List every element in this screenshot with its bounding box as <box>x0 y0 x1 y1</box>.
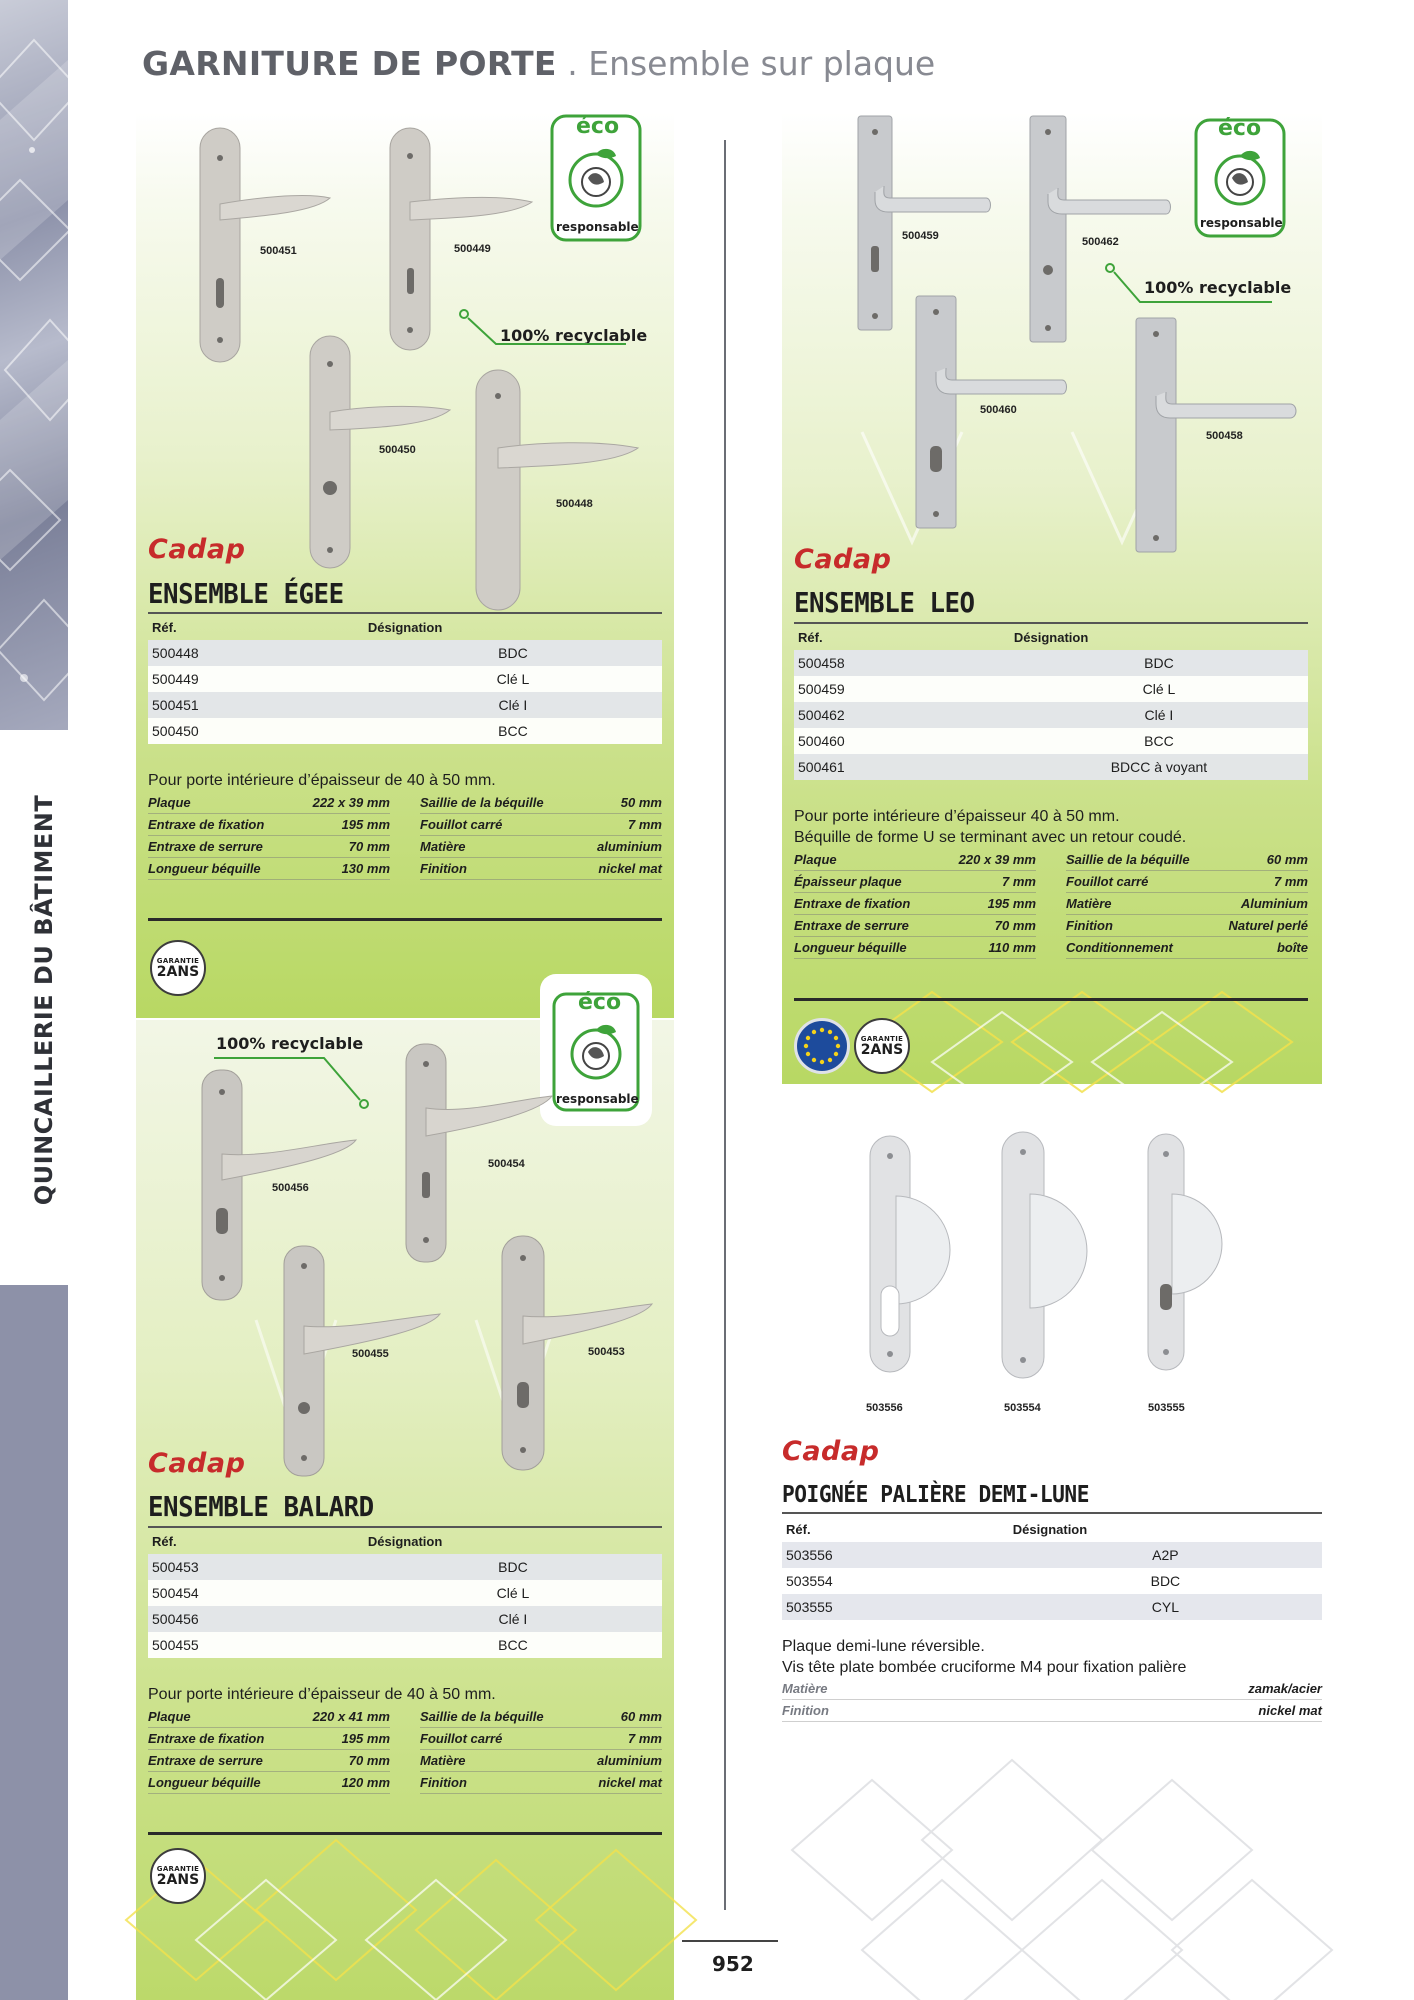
table-row <box>148 1554 662 1580</box>
table-row <box>794 754 1308 780</box>
table-cell-ref: 500453 <box>148 1554 364 1580</box>
egee-code-label: 500449 <box>454 243 491 255</box>
table-row <box>148 692 662 718</box>
table-cell-ref: 500454 <box>148 1580 364 1606</box>
eu-stars-icon <box>797 1021 847 1071</box>
table-header-designation: Désignation <box>367 1533 443 1549</box>
balard-code-label: 500454 <box>488 1158 525 1170</box>
balard-specs <box>148 1706 662 1794</box>
table-cell-ref: 500461 <box>794 754 1010 780</box>
spec-row <box>148 1728 390 1750</box>
egee-bottom-rule <box>148 918 662 921</box>
garantie-2ans-badge <box>854 1018 910 1074</box>
table-row <box>148 640 662 666</box>
leo-description-1: Pour porte intérieure d’épaisseur 40 à 50 mm. <box>794 808 1120 825</box>
spec-row <box>782 1700 1322 1722</box>
spec-value: 130 mm <box>341 861 390 876</box>
demilune-code-label: 503554 <box>1004 1402 1041 1414</box>
egee-brand-logo: Cadap <box>148 534 246 565</box>
spec-label: Fouillot carré <box>420 817 503 832</box>
table-cell-ref: 500448 <box>148 640 364 666</box>
sidebar-section-label: QUINCAILLERIE DU BÂTIMENT <box>30 794 58 1206</box>
spec-label: Entraxe de serrure <box>794 918 909 933</box>
egee-code-label: 500450 <box>379 444 416 456</box>
balard-reference-table <box>148 1528 662 1658</box>
spec-value: 195 mm <box>341 817 390 832</box>
garantie-2ans-badge <box>150 1848 206 1904</box>
leo-description-2: Béquille de forme U se terminant avec un retour coudé. <box>794 829 1187 846</box>
spec-label: Plaque <box>148 1709 191 1724</box>
egee-description: Pour porte intérieure d’épaisseur de 40 à 50 mm. <box>148 772 496 789</box>
egee-panel <box>136 112 674 1018</box>
eco-badge-bottom-text: responsable <box>556 220 639 234</box>
spec-label: Saillie de la béquille <box>420 795 544 810</box>
spec-row <box>1066 915 1308 937</box>
table-header-designation: Désignation <box>1013 629 1089 645</box>
page-number: 952 <box>712 1952 754 1976</box>
spec-value: 50 mm <box>620 795 662 810</box>
table-row <box>794 676 1308 702</box>
balard-handle-500455-image <box>280 1246 450 1486</box>
leo-reference-table <box>794 624 1308 780</box>
spec-value: 220 x 41 mm <box>312 1709 390 1724</box>
garantie-label: GARANTIE <box>156 1865 200 1873</box>
table-cell-designation: Clé L <box>364 666 662 692</box>
egee-reference-table <box>148 614 662 744</box>
table-cell-designation: BDCC à voyant <box>1010 754 1308 780</box>
recyclable-label: 100% recyclable <box>500 326 648 345</box>
spec-label: Conditionnement <box>1066 940 1173 955</box>
table-row <box>782 1568 1322 1594</box>
spec-row <box>420 1706 662 1728</box>
leo-code-label: 500458 <box>1206 430 1243 442</box>
leo-specs-left <box>794 849 1036 959</box>
table-cell-ref: 500449 <box>148 666 364 692</box>
spec-label: Matière <box>782 1681 828 1696</box>
table-row <box>148 1632 662 1658</box>
table-header-designation: Désignation <box>367 619 443 635</box>
spec-label: Matière <box>420 1753 466 1768</box>
table-cell-designation: BCC <box>364 718 662 744</box>
table-header-ref: Réf. <box>798 629 823 645</box>
spec-value: 110 mm <box>988 940 1036 955</box>
spec-value: 60 mm <box>620 1709 662 1724</box>
spec-row <box>148 814 390 836</box>
table-cell-designation: BDC <box>1009 1568 1322 1594</box>
table-row <box>148 666 662 692</box>
table-cell-ref: 500458 <box>794 650 1010 676</box>
eco-badge-top-text: éco <box>578 990 622 1015</box>
spec-row <box>794 937 1036 959</box>
egee-specs-left <box>148 792 390 880</box>
leo-code-label: 500462 <box>1082 236 1119 248</box>
balard-description: Pour porte intérieure d’épaisseur de 40 à 50 mm. <box>148 1686 496 1703</box>
recyclable-pointer-line <box>458 308 628 348</box>
table-row <box>148 1580 662 1606</box>
balard-code-label: 500455 <box>352 1348 389 1360</box>
demilune-handle-503554-image <box>998 1132 1088 1382</box>
spec-row <box>794 915 1036 937</box>
table-cell-designation: BCC <box>364 1632 662 1658</box>
spec-row <box>148 858 390 880</box>
spec-label: Entraxe de serrure <box>148 839 263 854</box>
spec-row <box>1066 937 1308 959</box>
garantie-label: GARANTIE <box>860 1035 904 1043</box>
table-cell-designation: CYL <box>1009 1594 1322 1620</box>
spec-value: Naturel perlé <box>1228 918 1308 933</box>
spec-label: Entraxe de fixation <box>148 1731 265 1746</box>
spec-label: Saillie de la béquille <box>420 1709 544 1724</box>
spec-row <box>420 814 662 836</box>
spec-value: nickel mat <box>598 1775 662 1790</box>
demilune-specs <box>782 1678 1322 1722</box>
table-cell-designation: Clé L <box>364 1580 662 1606</box>
table-header-ref: Réf. <box>152 1533 177 1549</box>
table-row <box>794 650 1308 676</box>
spec-value: 7 mm <box>628 817 662 832</box>
spec-row <box>148 836 390 858</box>
demilune-description-1: Plaque demi-lune réversible. <box>782 1638 985 1655</box>
spec-label: Longueur béquille <box>148 861 261 876</box>
spec-value: zamak/acier <box>1248 1681 1322 1696</box>
recyclable-label: 100% recyclable <box>1144 278 1292 297</box>
table-cell-designation: BDC <box>1010 650 1308 676</box>
spec-value: 120 mm <box>341 1775 390 1790</box>
recyclable-label: 100% recyclable <box>216 1034 364 1053</box>
table-cell-ref: 500459 <box>794 676 1010 702</box>
spec-label: Fouillot carré <box>420 1731 503 1746</box>
spec-row <box>148 1706 390 1728</box>
egee-code-label: 500448 <box>556 498 593 510</box>
table-row <box>148 1606 662 1632</box>
spec-row <box>782 1678 1322 1700</box>
table-cell-designation: Clé I <box>364 1606 662 1632</box>
spec-row <box>148 792 390 814</box>
spec-row <box>794 893 1036 915</box>
spec-value: 195 mm <box>341 1731 390 1746</box>
sidebar-decor-top <box>0 0 68 730</box>
table-row <box>794 702 1308 728</box>
spec-row <box>148 1750 390 1772</box>
spec-label: Finition <box>1066 918 1113 933</box>
spec-label: Plaque <box>794 852 837 867</box>
eu-stars-badge <box>794 1018 850 1074</box>
sidebar <box>0 0 68 2000</box>
spec-value: nickel mat <box>598 861 662 876</box>
leo-bottom-rule <box>794 998 1308 1001</box>
demilune-product-title: POIGNÉE PALIÈRE DEMI-LUNE <box>782 1482 1089 1508</box>
page-title <box>142 44 935 83</box>
balard-brand-logo: Cadap <box>148 1448 246 1479</box>
demilune-handle-503556-image <box>866 1136 956 1376</box>
recyclable-pointer-line <box>1104 262 1274 306</box>
leo-code-label: 500459 <box>902 230 939 242</box>
table-header-designation: Désignation <box>1012 1521 1088 1537</box>
spec-label: Finition <box>420 861 467 876</box>
spec-row <box>1066 849 1308 871</box>
demilune-pattern-decor <box>782 1720 1322 2000</box>
spec-value: 222 x 39 mm <box>312 795 390 810</box>
garantie-years: 2ANS <box>156 964 200 980</box>
balard-specs-left <box>148 1706 390 1794</box>
table-cell-ref: 500450 <box>148 718 364 744</box>
table-header-ref: Réf. <box>152 619 177 635</box>
spec-value: aluminium <box>596 1753 662 1768</box>
page-title-separator: . <box>556 44 589 83</box>
table-cell-ref: 500455 <box>148 1632 364 1658</box>
spec-label: Longueur béquille <box>148 1775 261 1790</box>
spec-row <box>420 836 662 858</box>
spec-value: boîte <box>1276 940 1308 955</box>
spec-value: 7 mm <box>1002 874 1036 889</box>
table-row <box>782 1594 1322 1620</box>
table-header-ref: Réf. <box>786 1521 811 1537</box>
demilune-handle-503555-image <box>1144 1134 1234 1374</box>
egee-handle-500448-image <box>472 370 642 610</box>
table-cell-designation: A2P <box>1009 1542 1322 1568</box>
column-divider <box>724 140 726 1910</box>
table-cell-ref: 500451 <box>148 692 364 718</box>
table-cell-designation: Clé I <box>1010 702 1308 728</box>
spec-value: 60 mm <box>1266 852 1308 867</box>
spec-row <box>420 1750 662 1772</box>
leo-specs-right <box>1066 849 1308 959</box>
balard-product-title: ENSEMBLE BALARD <box>148 1490 374 1523</box>
table-row <box>794 728 1308 754</box>
balard-code-label: 500453 <box>588 1346 625 1358</box>
spec-label: Saillie de la béquille <box>1066 852 1190 867</box>
table-cell-ref: 500462 <box>794 702 1010 728</box>
demilune-reference-table <box>782 1516 1322 1620</box>
table-cell-ref: 503556 <box>782 1542 1009 1568</box>
spec-label: Matière <box>1066 896 1112 911</box>
egee-specs-right <box>420 792 662 880</box>
spec-label: Finition <box>420 1775 467 1790</box>
eco-badge-bottom-text: responsable <box>556 1092 639 1106</box>
leo-brand-logo: Cadap <box>794 544 892 575</box>
egee-code-label: 500451 <box>260 245 297 257</box>
spec-row <box>420 1772 662 1794</box>
table-cell-ref: 500460 <box>794 728 1010 754</box>
table-cell-ref: 500456 <box>148 1606 364 1632</box>
egee-specs <box>148 792 662 880</box>
leo-code-label: 500460 <box>980 404 1017 416</box>
demilune-code-label: 503555 <box>1148 1402 1185 1414</box>
spec-value: 70 mm <box>348 1753 390 1768</box>
spec-label: Entraxe de serrure <box>148 1753 263 1768</box>
spec-row <box>794 871 1036 893</box>
table-cell-designation: Clé I <box>364 692 662 718</box>
spec-row <box>420 1728 662 1750</box>
table-cell-ref: 503555 <box>782 1594 1009 1620</box>
spec-label: Plaque <box>148 795 191 810</box>
spec-value: 70 mm <box>348 839 390 854</box>
spec-row <box>1066 893 1308 915</box>
spec-label: Finition <box>782 1703 829 1718</box>
garantie-2ans-badge <box>150 940 206 996</box>
leo-handle-500460-image <box>912 296 1072 536</box>
balard-specs-right <box>420 1706 662 1794</box>
eco-badge-top-text: éco <box>1218 116 1262 141</box>
spec-row <box>420 792 662 814</box>
spec-label: Entraxe de fixation <box>148 817 265 832</box>
leo-product-title: ENSEMBLE LEO <box>794 586 975 619</box>
table-cell-ref: 503554 <box>782 1568 1009 1594</box>
spec-value: nickel mat <box>1258 1703 1322 1718</box>
egee-product-title: ENSEMBLE ÉGEE <box>148 577 344 610</box>
spec-row <box>420 858 662 880</box>
egee-handle-500450-image <box>304 336 454 576</box>
spec-value: 7 mm <box>628 1731 662 1746</box>
page-number-rule <box>682 1940 778 1942</box>
eco-badge-bottom-text: responsable <box>1200 216 1283 230</box>
demilune-brand-logo: Cadap <box>782 1436 880 1467</box>
spec-row <box>794 849 1036 871</box>
spec-label: Fouillot carré <box>1066 874 1149 889</box>
balard-code-label: 500456 <box>272 1182 309 1194</box>
balard-bottom-rule <box>148 1832 662 1835</box>
garantie-years: 2ANS <box>860 1042 904 1058</box>
garantie-label: GARANTIE <box>156 957 200 965</box>
spec-label: Épaisseur plaque <box>794 874 902 889</box>
spec-label: Longueur béquille <box>794 940 907 955</box>
demilune-title-rule <box>782 1512 1322 1514</box>
table-row <box>782 1542 1322 1568</box>
demilune-code-label: 503556 <box>866 1402 903 1414</box>
balard-handle-500453-image <box>498 1236 658 1476</box>
balard-panel <box>136 990 674 2000</box>
spec-value: 7 mm <box>1274 874 1308 889</box>
spec-value: 195 mm <box>987 896 1036 911</box>
spec-row <box>148 1772 390 1794</box>
demilune-description-2: Vis tête plate bombée cruciforme M4 pour fixation palière <box>782 1659 1187 1676</box>
spec-row <box>1066 871 1308 893</box>
table-row <box>148 718 662 744</box>
sidebar-decor-bottom <box>0 1285 68 2000</box>
spec-value: Aluminium <box>1240 896 1308 911</box>
leo-specs <box>794 849 1308 959</box>
leo-panel <box>782 112 1322 1084</box>
page-title-sub: Ensemble sur plaque <box>588 44 936 83</box>
table-cell-designation: BDC <box>364 640 662 666</box>
spec-value: aluminium <box>596 839 662 854</box>
spec-label: Matière <box>420 839 466 854</box>
table-cell-designation: BCC <box>1010 728 1308 754</box>
table-cell-designation: Clé L <box>1010 676 1308 702</box>
eco-badge-top-text: éco <box>576 114 620 139</box>
spec-value: 70 mm <box>994 918 1036 933</box>
page-title-main: GARNITURE DE PORTE <box>142 44 557 83</box>
spec-label: Entraxe de fixation <box>794 896 911 911</box>
spec-value: 220 x 39 mm <box>958 852 1036 867</box>
garantie-years: 2ANS <box>156 1872 200 1888</box>
table-cell-designation: BDC <box>364 1554 662 1580</box>
